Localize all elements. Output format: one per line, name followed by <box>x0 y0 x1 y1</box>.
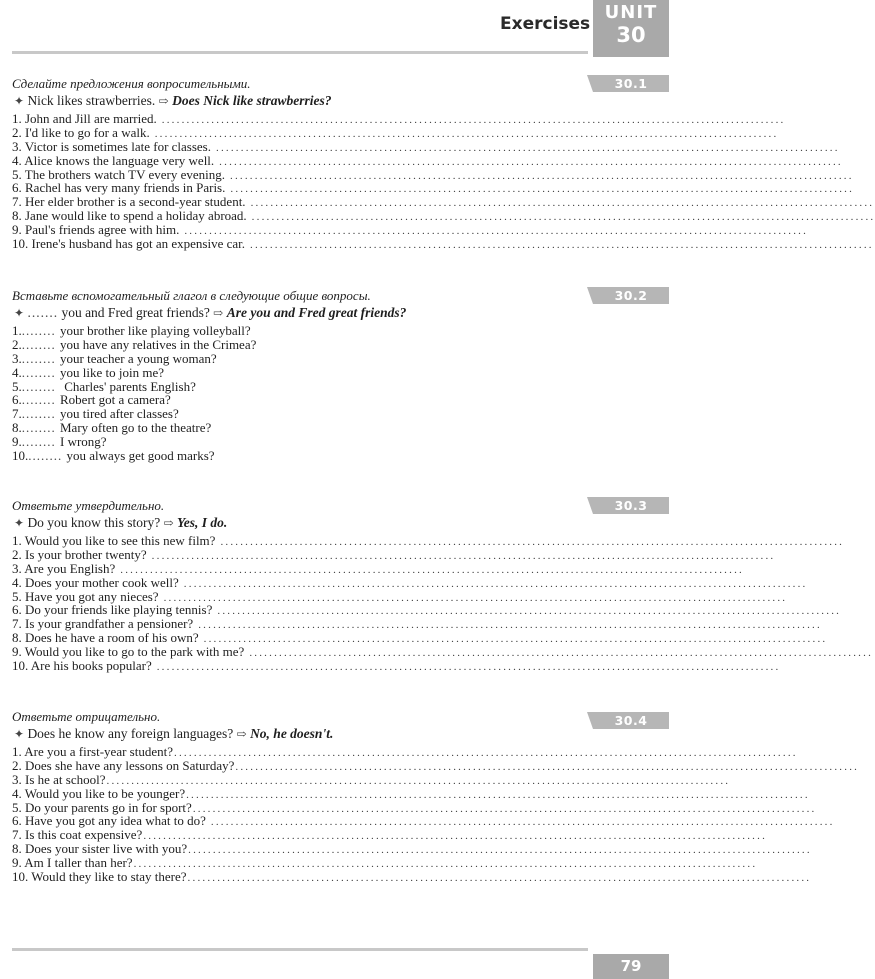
unit-word: UNIT <box>604 2 658 23</box>
item-text: 7. Is this coat expensive? <box>12 827 143 843</box>
item-number: 3. <box>12 350 22 366</box>
example-prompt: Do you know this story? <box>27 515 161 530</box>
dot-leader: .............................................................................................................................. <box>219 155 843 168</box>
exercise-example <box>12 725 587 742</box>
item-number: 10. <box>12 448 29 464</box>
dot-leader: .............................................................................................................................. <box>174 747 798 759</box>
dot-leader: .............................................................................................................................. <box>250 239 874 252</box>
list-item <box>12 152 843 168</box>
list-item <box>12 602 842 618</box>
item-text: your brother like playing volleyball? <box>60 323 251 338</box>
list-item <box>12 827 768 843</box>
item-number: 8. <box>12 420 22 436</box>
exercise-example <box>12 514 587 531</box>
list-item <box>12 366 587 380</box>
list-item <box>12 236 874 252</box>
dot-leader: .............................................................................................................................. <box>184 225 809 238</box>
exercise-example <box>12 304 587 321</box>
page-header <box>0 0 669 70</box>
item-text: 2. Is your brother twenty? <box>12 546 147 562</box>
list-item <box>12 574 808 590</box>
dot-leader: .............................................................................................................................. <box>250 197 875 210</box>
dot-leader: .............................................................................................................................. <box>216 141 840 154</box>
item-text: 7. Her elder brother is a second-year student. <box>12 194 246 210</box>
list-item <box>12 222 809 238</box>
item-number: 2. <box>12 336 22 352</box>
list-item <box>12 799 817 815</box>
blank-space: ........ <box>21 434 60 450</box>
arrow-right-icon: ⇨ <box>158 94 169 108</box>
example-prompt: you and Fred great friends? <box>61 305 210 320</box>
list-item <box>12 180 855 196</box>
item-text: 8. Does he have a room of his own? <box>12 630 199 646</box>
list-item <box>12 841 812 857</box>
exercise-tag: 30.3 <box>593 497 669 514</box>
item-number: 6. <box>12 392 22 408</box>
dot-leader: .............................................................................................................................. <box>251 211 875 224</box>
dot-leader: .............................................................................................................................. <box>183 577 808 590</box>
example-answer: Yes, I do. <box>177 515 228 530</box>
item-text: 10. Irene's husband has got an expensive car. <box>12 236 246 252</box>
list-item <box>12 393 587 407</box>
dot-leader: .............................................................................................................................. <box>230 183 855 196</box>
list-item <box>12 588 788 604</box>
example-bullet-icon: ✦ <box>14 727 25 741</box>
item-text: 10. Are his books popular? <box>12 658 152 674</box>
item-text: 2. I'd like to go for a walk. <box>12 124 150 140</box>
exercise-instruction: Ответьте отрицательно. <box>12 709 161 724</box>
list-item <box>12 435 587 449</box>
arrow-right-icon: ⇨ <box>163 516 174 530</box>
list-item <box>12 744 798 759</box>
footer-divider <box>12 948 588 951</box>
list-item <box>12 630 828 646</box>
item-text: 3. Victor is sometimes late for classes. <box>12 138 211 154</box>
exercise-items <box>12 744 860 885</box>
item-number: 5. <box>12 378 22 394</box>
example-answer: Are you and Fred great friends? <box>226 305 407 320</box>
list-item <box>12 869 812 885</box>
exercise-instruction: Ответьте утвердительно. <box>12 498 165 513</box>
list-item <box>12 771 731 787</box>
list-item <box>12 324 587 338</box>
list-item <box>12 560 744 576</box>
dot-leader: .............................................................................................................................. <box>120 563 744 576</box>
list-item <box>12 407 587 421</box>
example-prompt: Nick likes strawberries. <box>27 93 156 108</box>
item-text: 1. Would you like to see this new film? <box>12 533 216 548</box>
arrow-right-icon: ⇨ <box>236 727 247 741</box>
exercise-tag: 30.2 <box>593 287 669 304</box>
example-bullet-icon: ✦ <box>14 306 25 320</box>
item-text: 2. Does she have any lessons on Saturday? <box>12 757 235 773</box>
list-item <box>12 658 781 674</box>
item-text: 4. Does your mother cook well? <box>12 574 179 590</box>
example-answer: Does Nick like strawberries? <box>172 93 332 108</box>
exercise-example <box>12 92 587 109</box>
exercise-30-2 <box>12 288 587 463</box>
item-text: 4. Alice knows the language very well. <box>12 152 215 168</box>
list-item <box>12 138 840 154</box>
exercise-instruction: Вставьте вспомогательный глагол в следующие общие вопросы. <box>12 288 371 303</box>
dot-leader: .............................................................................................................................. <box>154 127 779 140</box>
dot-leader: .............................................................................................................................. <box>217 605 842 618</box>
dot-leader: .............................................................................................................................. <box>143 830 768 843</box>
dot-leader: .............................................................................................................................. <box>163 591 788 604</box>
exercise-items <box>12 324 587 463</box>
list-item <box>12 208 875 224</box>
blank-space: ........ <box>21 323 60 338</box>
dot-leader: .............................................................................................................................. <box>156 661 781 674</box>
list-item <box>12 352 587 366</box>
unit-badge <box>593 0 669 57</box>
list-item <box>12 449 587 463</box>
list-item <box>12 616 822 632</box>
list-item <box>12 855 758 871</box>
dot-leader: .............................................................................................................................. <box>210 816 835 829</box>
item-text: you always get good marks? <box>66 448 215 464</box>
list-item <box>12 644 874 660</box>
item-text: 1. Are you a first-year student? <box>12 744 174 759</box>
item-text: 5. The brothers watch TV every evening. <box>12 166 225 182</box>
blank-space: ........ <box>21 392 60 408</box>
arrow-right-icon: ⇨ <box>213 306 224 320</box>
example-bullet-icon: ✦ <box>14 94 25 108</box>
list-item <box>12 194 875 210</box>
item-text: Charles' parents English? <box>64 378 196 394</box>
item-text: you have any relatives in the Crimea? <box>60 336 257 352</box>
dot-leader: .............................................................................................................................. <box>106 774 731 787</box>
item-number: 7. <box>12 406 22 422</box>
list-item <box>12 421 587 435</box>
item-text: 4. Would you like to be younger? <box>12 785 186 801</box>
list-item <box>12 111 786 126</box>
exercise-tag: 30.1 <box>593 75 669 92</box>
dot-leader: .............................................................................................................................. <box>249 647 874 660</box>
item-text: 10. Would they like to stay there? <box>12 869 187 885</box>
example-bullet-icon: ✦ <box>14 516 25 530</box>
page-number: 79 <box>593 954 669 979</box>
item-text: Mary often go to the theatre? <box>60 420 212 436</box>
dot-leader: .............................................................................................................................. <box>161 114 786 126</box>
item-text: 9. Paul's friends agree with him. <box>12 222 180 238</box>
dot-leader: .............................................................................................................................. <box>133 858 758 871</box>
dot-leader: .............................................................................................................................. <box>187 872 812 885</box>
list-item <box>12 785 810 801</box>
dot-leader: .............................................................................................................................. <box>230 169 854 182</box>
dot-leader: .............................................................................................................................. <box>220 536 845 548</box>
item-text: 1. John and Jill are married. <box>12 111 157 126</box>
example-answer: No, he doesn't. <box>250 726 334 741</box>
header-title: Exercises <box>500 14 591 34</box>
exercise-instruction: Сделайте предложения вопросительными. <box>12 76 251 91</box>
item-text: 6. Rachel has very many friends in Paris. <box>12 180 226 196</box>
item-number: 9. <box>12 434 22 450</box>
example-prompt: Does he know any foreign languages? <box>27 726 234 741</box>
item-text: 8. Jane would like to spend a holiday abroad. <box>12 208 247 224</box>
item-number: 4. <box>12 364 22 380</box>
exercise-tag: 30.4 <box>593 712 669 729</box>
list-item <box>12 124 779 140</box>
item-text: 5. Do your parents go in for sport? <box>12 799 192 815</box>
header-divider <box>12 51 588 54</box>
item-text: 5. Have you got any nieces? <box>12 588 159 604</box>
item-text: 3. Is he at school? <box>12 771 106 787</box>
item-text: I wrong? <box>60 434 107 450</box>
list-item <box>12 546 776 562</box>
item-text: 8. Does your sister live with you? <box>12 841 188 857</box>
list-item <box>12 166 854 182</box>
item-text: you like to join me? <box>60 364 164 380</box>
list-item <box>12 338 587 352</box>
exercise-items <box>12 111 875 252</box>
item-text: 9. Am I taller than her? <box>12 855 133 871</box>
blank-space: ........ <box>21 378 65 394</box>
item-text: Robert got a camera? <box>60 392 171 408</box>
item-text: 7. Is your grandfather a pensioner? <box>12 616 194 632</box>
item-text: 9. Would you like to go to the park with me? <box>12 644 245 660</box>
blank-space: ....... <box>27 305 59 320</box>
blank-space: ........ <box>21 420 60 436</box>
dot-leader: .............................................................................................................................. <box>235 760 860 773</box>
list-item <box>12 813 835 829</box>
dot-leader: .............................................................................................................................. <box>192 802 817 815</box>
unit-number: 30 <box>616 23 646 47</box>
blank-space: ........ <box>21 336 60 352</box>
list-item <box>12 533 845 548</box>
exercise-items <box>12 533 874 674</box>
dot-leader: .............................................................................................................................. <box>198 619 822 632</box>
dot-leader: .............................................................................................................................. <box>203 633 828 646</box>
item-text: 3. Are you English? <box>12 560 116 576</box>
dot-leader: .............................................................................................................................. <box>186 788 810 801</box>
item-text: 6. Do your friends like playing tennis? <box>12 602 213 618</box>
blank-space: ........ <box>21 364 60 380</box>
list-item <box>12 380 587 394</box>
blank-space: ........ <box>21 350 60 366</box>
item-text: you tired after classes? <box>60 406 179 422</box>
dot-leader: .............................................................................................................................. <box>151 549 776 562</box>
blank-space: ........ <box>21 406 60 422</box>
item-text: your teacher a young woman? <box>60 350 217 366</box>
list-item <box>12 757 860 773</box>
blank-space: ........ <box>28 448 67 464</box>
dot-leader: .............................................................................................................................. <box>188 844 812 857</box>
item-number: 1. <box>12 323 22 338</box>
item-text: 6. Have you got any idea what to do? <box>12 813 206 829</box>
